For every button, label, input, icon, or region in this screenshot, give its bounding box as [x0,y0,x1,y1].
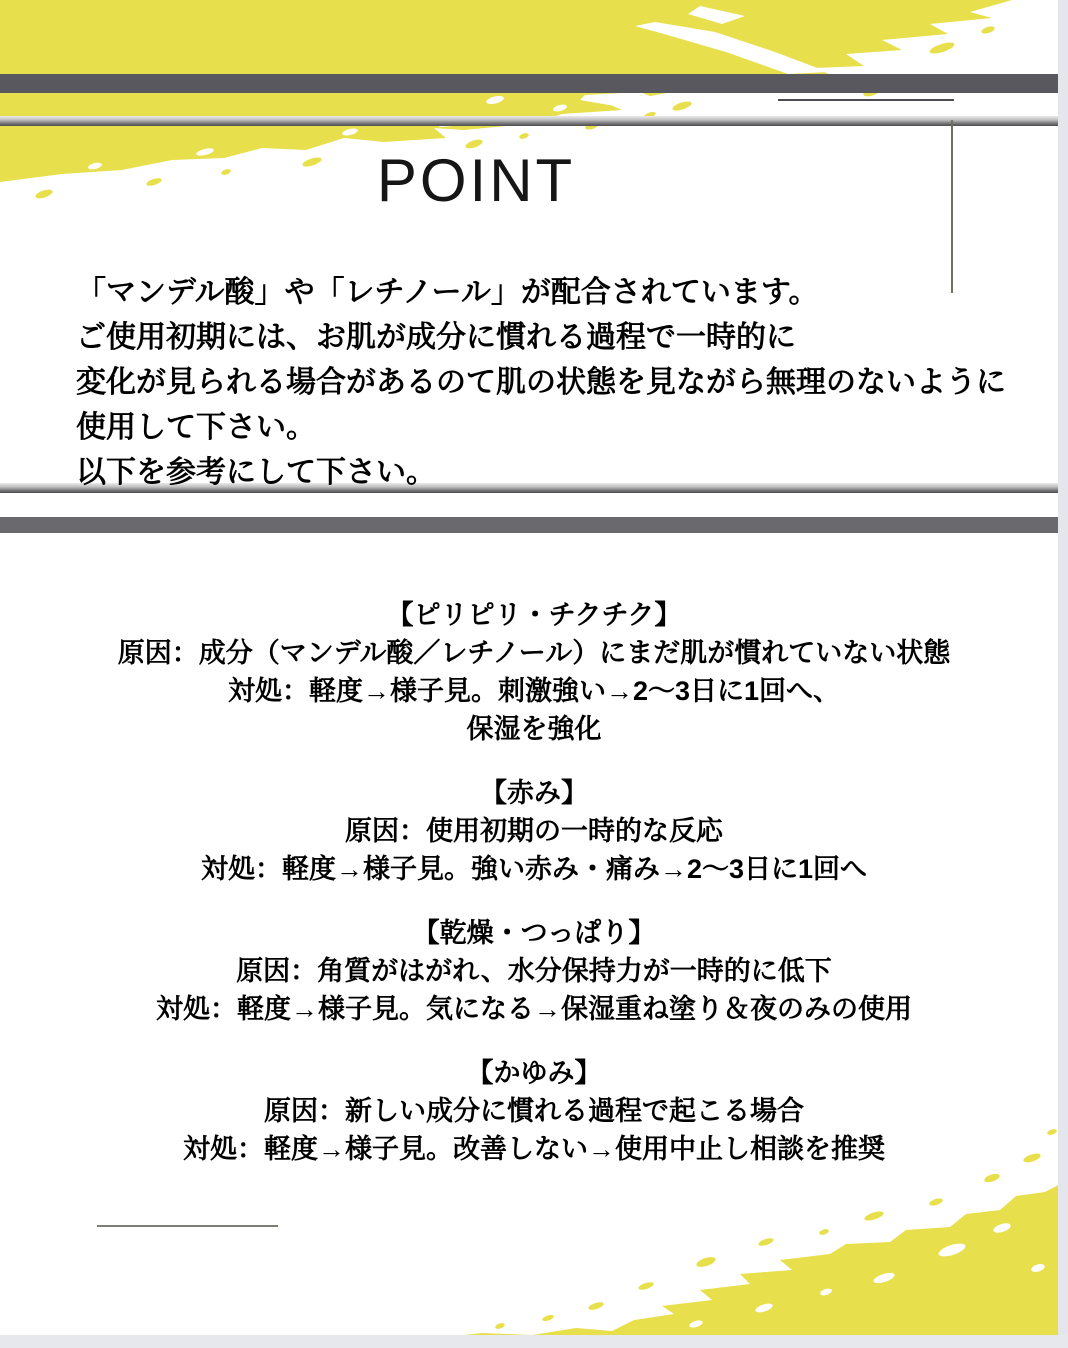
section-cause: 原因：新しい成分に慣れる過程で起こる場合 [264,1096,804,1126]
section-remedy: 対処：軽度→様子見。気になる→保湿重ね塗り＆夜のみの使用 [156,994,912,1024]
advice-sections [0,596,1068,1194]
section-itching [0,1054,1068,1168]
intro-line-2: ご使用初期には、お肌が成分に慣れる過程で一時的に [76,321,796,354]
section-header: 【乾燥・つっぱり】 [412,918,656,948]
intro-line-4: 使用して下さい。 [76,411,316,444]
page-title: POINT [376,147,576,214]
section-tingling [0,596,1068,748]
intro-line-3: 変化が見られる場合があるのて肌の状態を見ながら無理のないように [76,366,1006,399]
section-redness [0,774,1068,888]
bottom-edge-strip [0,1335,1068,1348]
separator-solid-bar [0,517,1068,533]
section-header: 【赤み】 [480,778,588,808]
section-cause: 原因：使用初期の一時的な反応 [345,816,723,846]
section-remedy: 対処：軽度→様子見。改善しない→使用中止し相談を推奨 [183,1134,885,1164]
section-cause: 原因：角質がはがれ、水分保持力が一時的に低下 [236,956,832,986]
section-header: 【ピリピリ・チクチク】 [386,600,682,630]
section-cause: 原因：成分（マンデル酸／レチノール）にまだ肌が慣れていない状態 [117,638,951,668]
section-remedy: 対処：軽度→様子見。強い赤み・痛み→2〜3日に1回へ [200,854,868,884]
top-gradient-bar [0,116,1068,126]
section-dryness [0,914,1068,1028]
bottom-left-placeholder-line [97,1225,278,1227]
top-dark-bar [0,74,1068,93]
section-header: 【かゆみ】 [466,1058,602,1088]
intro-line-1: 「マンデル酸」や「レチノール」が配合されています。 [76,276,819,309]
section-remedy-cont: 保湿を強化 [466,714,602,744]
intro-line-5: 以下を参考にして下さい。 [76,456,436,489]
section-remedy: 対処：軽度→様子見。刺激強い→2〜3日に1回へ、 [227,676,841,706]
intro-paragraph [76,270,1036,495]
right-edge-strip [1058,0,1068,1348]
top-right-placeholder-line [778,99,954,101]
